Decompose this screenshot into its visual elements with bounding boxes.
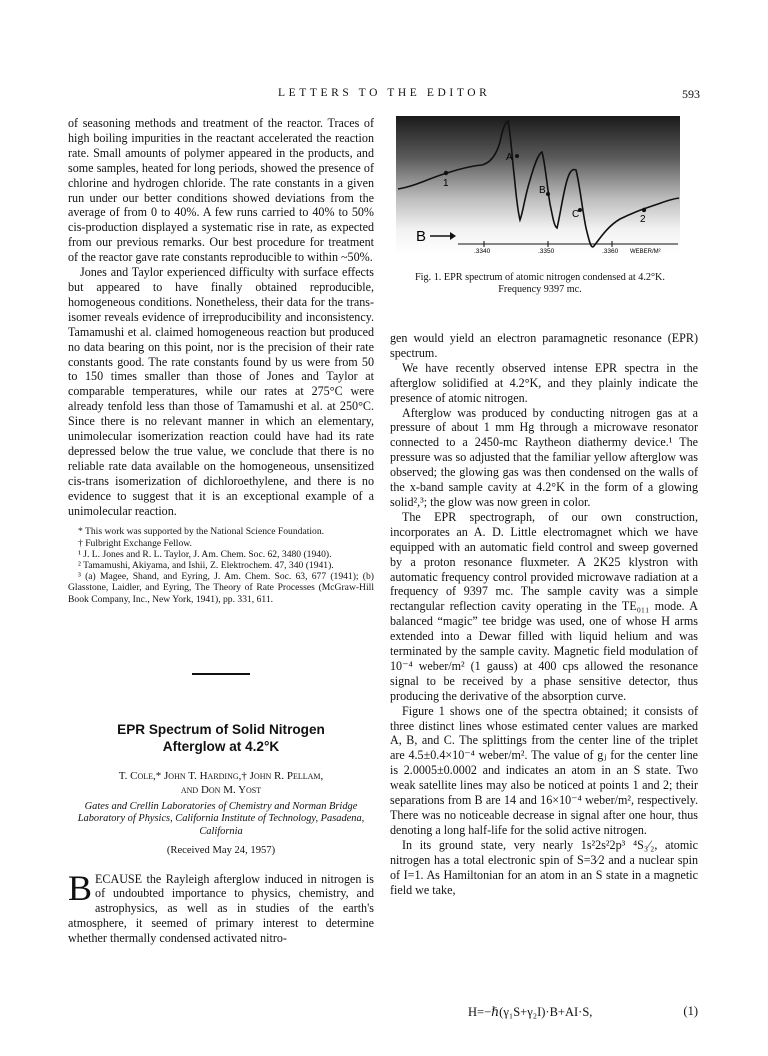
article-title-line: Afterglow at 4.2°K bbox=[162, 738, 280, 754]
right-column bbox=[390, 331, 698, 897]
footnotes bbox=[68, 526, 374, 604]
footnote: * This work was supported by the National Science Foundation. bbox=[78, 526, 325, 538]
paragraph: The EPR spectrograph, of our own construction, incorporates an A. D. Little electromagnet which we have equipped with an automatic field control and sweep governed by a proton resonance fluxmeter. A 2K25 klystron with automatic frequency control provided microwave radiation at a frequency of 9397 mc. The sample cavity was a simple rectangular reflection cavity operating in the TE₀₁₁ mode. A balanced “magic” tee bridge was used, one of whose H arms extended into a Dewar filled with liquid helium and was terminated by the sample cavity. Magnetic field modulation of 10⁻⁴ weber/m² (1 gauss) at 400 cps allowed the resonance signal to be received by a phase sensitive detector, thus producing the derivative of the absorption curve. bbox=[390, 509, 698, 703]
equation-1 bbox=[468, 1004, 698, 1020]
epr-spectrum-figure bbox=[396, 116, 680, 254]
author-line: and Don M. Yost bbox=[180, 783, 262, 796]
paragraph: Figure 1 shows one of the spectra obtained; it consists of three distinct lines whose estimated center values are marked A, B, and C. The splittings from the center line of the triplet are 4.5±0.4×10⁻⁴ weber/m². The value of gⱼ for the center line is 2.0005±0.0002 and indicates an atom in an S state. Two weak satellite lines may also be noticed at points 1 and 2; their separations from B are 14 and 16×10⁻⁴ weber/m², respectively. There was no noticeable decrease in signal after one hour, thus denoting a long half-life for the solid active nitrogen. bbox=[390, 703, 698, 837]
point-2-marker bbox=[642, 208, 646, 212]
point-c-label: C bbox=[572, 209, 580, 220]
equation-text: H=−ℏ(γ₁S+γ₂I)·B+AI·S, bbox=[468, 1005, 593, 1019]
paragraph: Afterglow was produced by conducting nitrogen gas at a pressure of about 1 mm Hg through a microwave resonator connected to a 2450-mc Raytheon diathermy device.¹ The pressure was so adjusted that the familiar yellow afterglow was observed; the glowing gas was then condensed on the walls of the x-band sample cavity at 4.2°K in the form of a glowing solid²,³; the glow was now green in color. bbox=[390, 405, 698, 509]
opening-paragraph bbox=[68, 867, 374, 947]
point-b-label: B bbox=[539, 185, 546, 196]
tick-label: .3340 bbox=[474, 248, 491, 254]
field-arrow-head bbox=[450, 232, 456, 240]
paragraph: of seasoning methods and treatment of the reactor. Traces of high boiling impurities in the reactant accelerated the reaction rate. Small amounts of polymer appeared in the products, and some samples, heated for long periods, showed the presence of chlorine and hydrogen chloride. The rate constants in a given run under our better conditions showed deviations from the average of from 0 to 40%. A few runs carried to 40% to 50% cis-production displayed a systematic rise in rate, as expected from our previous remarks. Our best procedure for treatment of the reactor gave rate constants reproducible to within ~50%. bbox=[68, 116, 374, 265]
paragraph: gen would yield an electron paramagnetic resonance (EPR) spectrum. bbox=[390, 331, 698, 360]
point-a-marker bbox=[515, 154, 519, 158]
page-header bbox=[68, 87, 700, 103]
footnote: ² Tamamushi, Akiyama, and Ishii, Z. Elektrochem. 47, 340 (1941). bbox=[78, 560, 334, 572]
footnote: ³ (a) Magee, Shand, and Eyring, J. Am. Chem. Soc. 63, 677 (1941); (b) Glasstone, Laidler, and Eyring, The Theory of Rate Processes (McGraw-Hill Book Company, Inc., New York, 1941), pp. 331, 611. bbox=[68, 571, 374, 605]
section-divider bbox=[192, 673, 250, 675]
opening-text: ECAUSE the Rayleigh afterglow induced in nitrogen is of undoubted importance to physics, chemistry, and astrophysics, as well as in studies of the earth's atmosphere, it seemed of primary interest to determine whether thermally condensed activated nitro- bbox=[68, 871, 374, 946]
footnote: ¹ J. L. Jones and R. L. Taylor, J. Am. Chem. Soc. 62, 3480 (1940). bbox=[78, 548, 332, 560]
affiliation: Gates and Crellin Laboratories of Chemistry and Norman Bridge Laboratory of Physics, California Institute of Technology, Pasadena, California bbox=[77, 800, 365, 838]
point-b-marker bbox=[546, 192, 550, 196]
point-1-label: 1 bbox=[443, 178, 449, 189]
article-title-line: EPR Spectrum of Solid Nitrogen bbox=[117, 721, 325, 737]
paragraph: Jones and Taylor experienced difficulty with surface effects but appeared to have finally obtained reproducible, homogeneous conditions. Nonetheless, their data for the trans-isomer reveals evidence of irreproducibility and inconsistency. Tamamushi et al. claimed homogeneous reaction but produced no data bearing on this point, nor is the precision of their rate constants good. The rate constants found by us were from 50 to 150 times smaller than those of Jones and Taylor at comparable temperatures, while our rates at 275°C were already tenfold less than those of Tamamushi et al. at 250°C. Since there is no relevant manner in which an elementary, unimolecular isomerization reaction could have had its rate depressed below the true value, we conclude that there is no reliable rate data available on the homogeneous, unsensitized cis-trans isomerization of dichloroethylene, and there is no evidence to suggest that it is an exceptional example of a unimolecular reaction. bbox=[68, 265, 374, 518]
caption-line: Frequency 9397 mc. bbox=[498, 284, 582, 296]
figure-caption bbox=[400, 272, 680, 297]
left-column bbox=[68, 116, 374, 946]
caption-line: Fig. 1. EPR spectrum of atomic nitrogen condensed at 4.2°K. bbox=[415, 272, 665, 283]
author-list bbox=[68, 769, 374, 797]
footnote: † Fulbright Exchange Fellow. bbox=[78, 537, 192, 549]
drop-cap: B bbox=[68, 867, 93, 908]
paragraph: In its ground state, very nearly 1s²2s²2p³ ⁴S₃⁄₂, atomic nitrogen has a total electronic spin of S=3⁄2 and a nuclear spin of I=1. As Hamiltonian for an atom in an S state in a magnetic field we take, bbox=[390, 837, 698, 897]
article-title bbox=[68, 721, 374, 755]
running-title: LETTERS TO THE EDITOR bbox=[278, 87, 491, 99]
spectrum-trace bbox=[398, 121, 679, 247]
spectrum-plot bbox=[396, 116, 680, 254]
point-1-marker bbox=[444, 171, 448, 175]
equation-number: (1) bbox=[683, 1004, 698, 1018]
author-line: T. Cole,* John T. Harding,† John R. Pellam, bbox=[118, 769, 324, 782]
page-number: 593 bbox=[682, 87, 700, 101]
axis-unit: WEBER/M² bbox=[630, 249, 661, 254]
field-label: B bbox=[416, 228, 427, 245]
received-date: (Received May 24, 1957) bbox=[166, 844, 276, 856]
paragraph: We have recently observed intense EPR spectra in the afterglow solidified at 4.2°K, and they plainly indicate the presence of atomic nitrogen. bbox=[390, 360, 698, 405]
tick-label: .3350 bbox=[538, 248, 555, 254]
point-2-label: 2 bbox=[640, 214, 646, 225]
tick-label: .3360 bbox=[602, 248, 619, 254]
point-a-label: A bbox=[506, 152, 513, 163]
